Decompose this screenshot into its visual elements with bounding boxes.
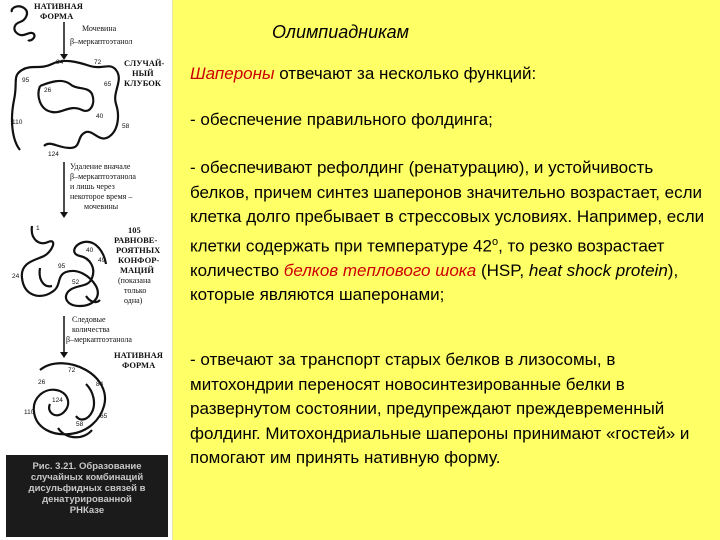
paragraph-text: отвечают за несколько функций:	[274, 64, 537, 83]
label-removal-4: некоторое время –	[70, 192, 133, 201]
label-native-form-top-1: НАТИВНАЯ	[34, 1, 83, 11]
residue-1: 1	[36, 225, 40, 232]
figure-panel	[0, 0, 173, 540]
label-equil-2: РАВНОВЕ-	[114, 235, 158, 245]
label-random-coil-3: КЛУБОК	[124, 78, 162, 88]
residue-52: 52	[72, 279, 80, 286]
label-equil-3: РОЯТНЫХ	[116, 245, 161, 255]
label-equil-8: одна)	[124, 296, 143, 305]
label-equil-4: КОНФОР-	[118, 255, 160, 265]
paragraph-text: - обеспечивают рефолдинг (ренатурацию), и устойчивость белков, причем синтез шаперонов значительно возрастает, если клетка долго пребывает в стрессовых условиях. Например, если клетки содержать при температуре 42	[190, 158, 705, 256]
residue-49: 49	[98, 257, 106, 264]
caption-line: денатурированной	[42, 494, 132, 505]
slide-title: Олимпиадникам	[272, 22, 409, 42]
paragraph-folding: - обеспечение правильного фолдинга;	[190, 110, 493, 129]
arrow-step2-head	[60, 212, 68, 218]
native-chain-bottom	[34, 363, 105, 437]
residue-84b: 84	[96, 381, 104, 388]
residue-65: 65	[104, 81, 112, 88]
term-chaperones: Шапероны	[190, 64, 275, 83]
caption-line: случайных комбинаций	[30, 472, 144, 483]
label-equil-7: только	[124, 286, 147, 295]
paragraph-text: ), которые являются шаперонами;	[190, 260, 679, 305]
term-heat-shock-protein-en: heat shock protein	[528, 260, 668, 280]
residue-40: 40	[96, 113, 104, 120]
residue-65b: 65	[100, 413, 108, 420]
residue-95b: 95	[58, 263, 66, 270]
residue-84: 84	[56, 59, 64, 66]
label-native-form-bottom-2: ФОРМА	[122, 360, 156, 370]
paragraph-refolding	[190, 156, 708, 308]
paragraph-text: (HSP,	[476, 260, 529, 280]
label-random-coil-2: НЫЙ	[132, 68, 154, 78]
residue-26: 26	[44, 87, 52, 94]
label-equil-1: 105	[128, 225, 141, 235]
residue-110: 110	[12, 119, 23, 126]
label-native-form-bottom-1: НАТИВНАЯ	[114, 350, 163, 360]
label-native-form-top-2: ФОРМА	[40, 11, 74, 21]
residue-26b: 26	[38, 379, 46, 386]
residue-72b: 72	[68, 367, 76, 374]
residue-58: 58	[122, 123, 130, 130]
residue-72: 72	[94, 59, 102, 66]
label-removal-3: и лишь через	[70, 182, 115, 191]
residue-58b: 58	[76, 421, 84, 428]
term-heat-shock-proteins: белков теплового шока	[283, 260, 477, 280]
degree-superscript: о	[491, 235, 499, 248]
label-trace-3: β–меркаптоэтанола	[66, 335, 132, 344]
native-chain-top	[12, 6, 35, 40]
label-trace-2: количества	[72, 325, 110, 334]
residue-40b: 40	[86, 247, 94, 254]
residue-24: 24	[12, 273, 20, 280]
residue-124b: 124	[52, 397, 63, 404]
caption-line: РНКазе	[69, 505, 105, 516]
label-removal-5: мочевины	[84, 202, 119, 211]
label-random-coil-1: СЛУЧАЙ-	[124, 58, 165, 68]
label-urea-2: β–меркаптоэтанол	[70, 37, 133, 46]
label-removal-1: Удаление вначале	[70, 162, 131, 171]
random-coil-chain	[12, 61, 119, 150]
paragraph-text: , то резко возрастает количество	[190, 236, 665, 280]
label-trace-1: Следовые	[72, 315, 106, 324]
paragraph-transport: - отвечают за транспорт старых белков в лизосомы, в митохондрии переносят новосинтезированные белки в развернутом состоянии, предупреждают преждевременный фолдинг. Митохондриальные шапероны принимают «гостей» и помогают им принять нативную форму.	[190, 350, 690, 467]
label-equil-6: (показана	[118, 276, 151, 285]
residue-124: 124	[48, 151, 59, 158]
caption-line: дисульфидных связей в	[28, 483, 146, 494]
label-urea-1: Мочевина	[82, 24, 117, 33]
paragraph-chaperone-functions	[190, 62, 708, 87]
label-removal-2: β–меркаптоэтанола	[70, 172, 136, 181]
label-equil-5: МАЦИЙ	[120, 265, 154, 275]
figure-caption	[6, 455, 168, 537]
residue-110b: 110	[24, 409, 35, 416]
residue-95: 95	[22, 77, 30, 84]
caption-line: Рис. 3.21. Образование	[32, 461, 142, 472]
arrow-step3-head	[60, 352, 68, 358]
